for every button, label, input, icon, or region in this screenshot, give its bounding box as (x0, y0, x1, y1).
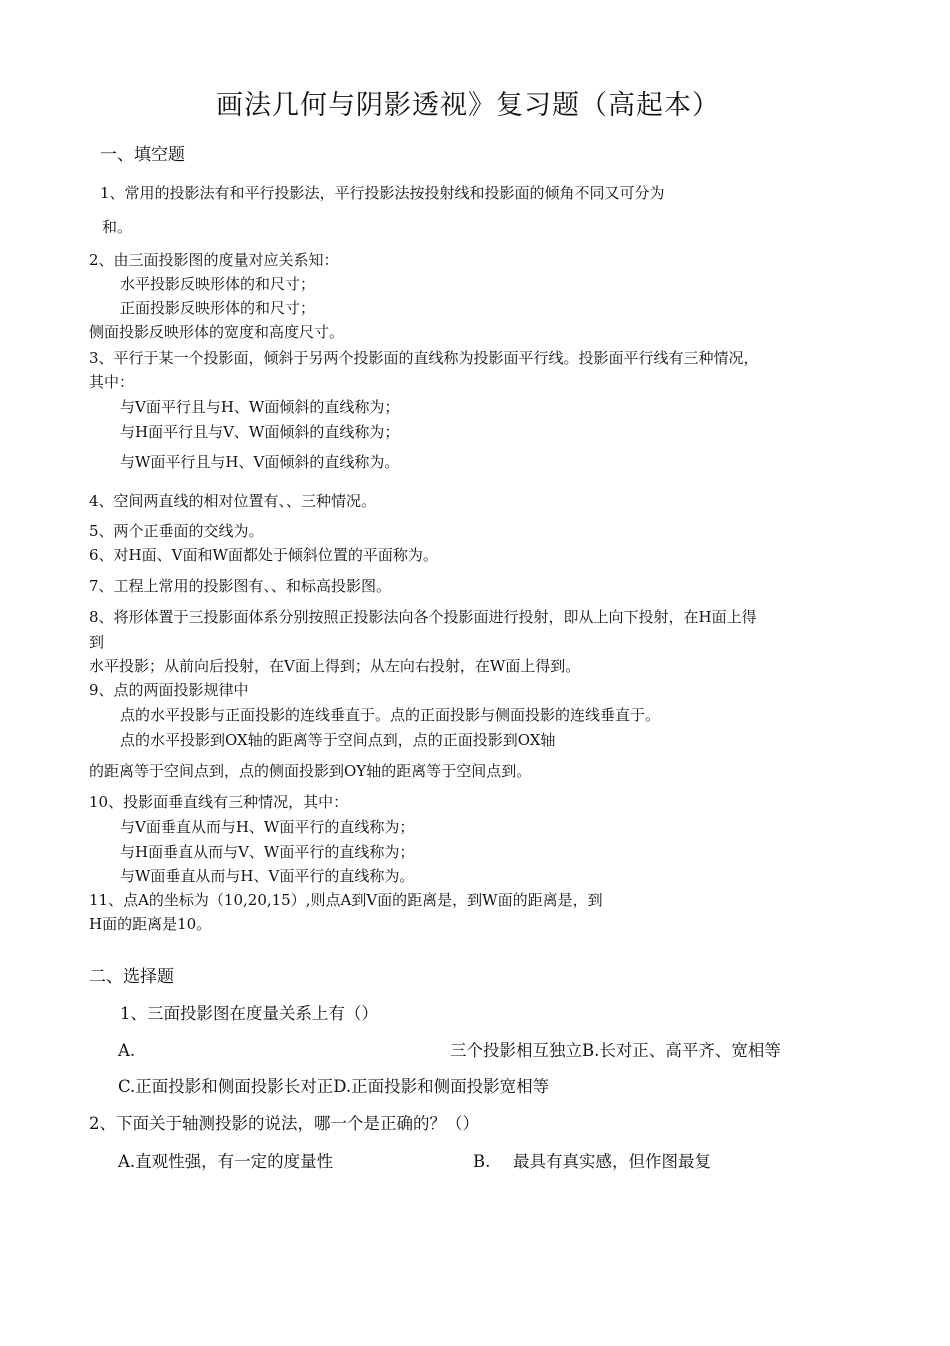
q4-line: 4、空间两直线的相对位置有、、三种情况。 (89, 492, 377, 510)
q11-line2: H面的距离是10。 (89, 915, 212, 933)
q2-line2: 水平投影反映形体的和尺寸； (120, 275, 316, 293)
q9-line1: 9、点的两面投影规律中 (89, 681, 249, 699)
q10-line2: 与V面垂直从而与H、W面平行的直线称为； (120, 818, 415, 836)
q9-line3: 点的水平投影到OX轴的距离等于空间点到，点的正面投影到OX轴 (120, 731, 556, 749)
q10-line4: 与W面垂直从而与H、V面平行的直线称为。 (120, 867, 415, 885)
q10-line1: 10、投影面垂直线有三种情况，其中： (89, 793, 349, 811)
q2-line1: 2、由三面投影图的度量对应关系知： (89, 251, 339, 269)
q7-line: 7、工程上常用的投影图有、、和标高投影图。 (89, 577, 392, 595)
mc2-option-b: 最具有真实感，但作图最复 (513, 1152, 711, 1171)
q2-line3: 正面投影反映形体的和尺寸； (120, 299, 316, 317)
q3-line2: 其中： (89, 373, 135, 391)
q1-line2: 和。 (102, 218, 133, 236)
q3-line1: 3、平行于某一个投影面，倾斜于另两个投影面的直线称为投影面平行线。投影面平行线有三种情况， (89, 349, 759, 367)
mc1-option-a-label: A. (118, 1041, 136, 1060)
q5-line: 5、两个正垂面的交线为。 (89, 522, 264, 540)
q3-line5: 与W面平行且与H、V面倾斜的直线称为。 (120, 453, 400, 471)
mc2-option-b-label: B. (473, 1152, 491, 1171)
page-title: 画法几何与阴影透视》复习题（高起本） (216, 90, 720, 121)
q8-line1: 8、将形体置于三投影面体系分别按照正投影法向各个投影面进行投射，即从上向下投射，在H面上得 (89, 608, 757, 626)
q3-line3: 与V面平行且与H、W面倾斜的直线称为； (120, 398, 400, 416)
mc1-option-a-b: 三个投影相互独立B.长对正、高平齐、宽相等 (450, 1041, 781, 1060)
q9-line4: 的距离等于空间点到，点的侧面投影到OY轴的距离等于空间点到。 (89, 762, 532, 780)
q3-line4: 与H面平行且与V、W面倾斜的直线称为； (120, 423, 400, 441)
mc2-stem: 2、下面关于轴测投影的说法，哪一个是正确的？（） (89, 1114, 479, 1133)
q2-line4: 侧面投影反映形体的宽度和高度尺寸。 (89, 323, 345, 341)
q8-line2: 到 (89, 633, 105, 651)
mc1-option-c-d: C.正面投影和侧面投影长对正D.正面投影和侧面投影宽相等 (118, 1077, 550, 1096)
q6-line: 6、对H面、V面和W面都处于倾斜位置的平面称为。 (89, 546, 438, 564)
q1-line1: 1、常用的投影法有和平行投影法，平行投影法按投射线和投影面的倾角不同又可分为 (100, 184, 665, 202)
section-heading-choice: 二、选择题 (89, 967, 174, 987)
q10-line3: 与H面垂直从而与V、W面平行的直线称为； (120, 843, 415, 861)
q8-line3: 水平投影；从前向后投射，在V面上得到；从左向右投射，在W面上得到。 (89, 657, 581, 675)
q9-line2: 点的水平投影与正面投影的连线垂直于。点的正面投影与侧面投影的连线垂直于。 (120, 706, 661, 724)
mc2-option-a: A.直观性强，有一定的度量性 (118, 1152, 334, 1171)
section-heading-fill-in: 一、填空题 (100, 145, 185, 165)
q11-line1: 11、点A的坐标为（10,20,15）,则点A到V面的距离是，到W面的距离是，到 (89, 891, 603, 909)
mc1-stem: 1、三面投影图在度量关系上有（） (120, 1004, 378, 1023)
